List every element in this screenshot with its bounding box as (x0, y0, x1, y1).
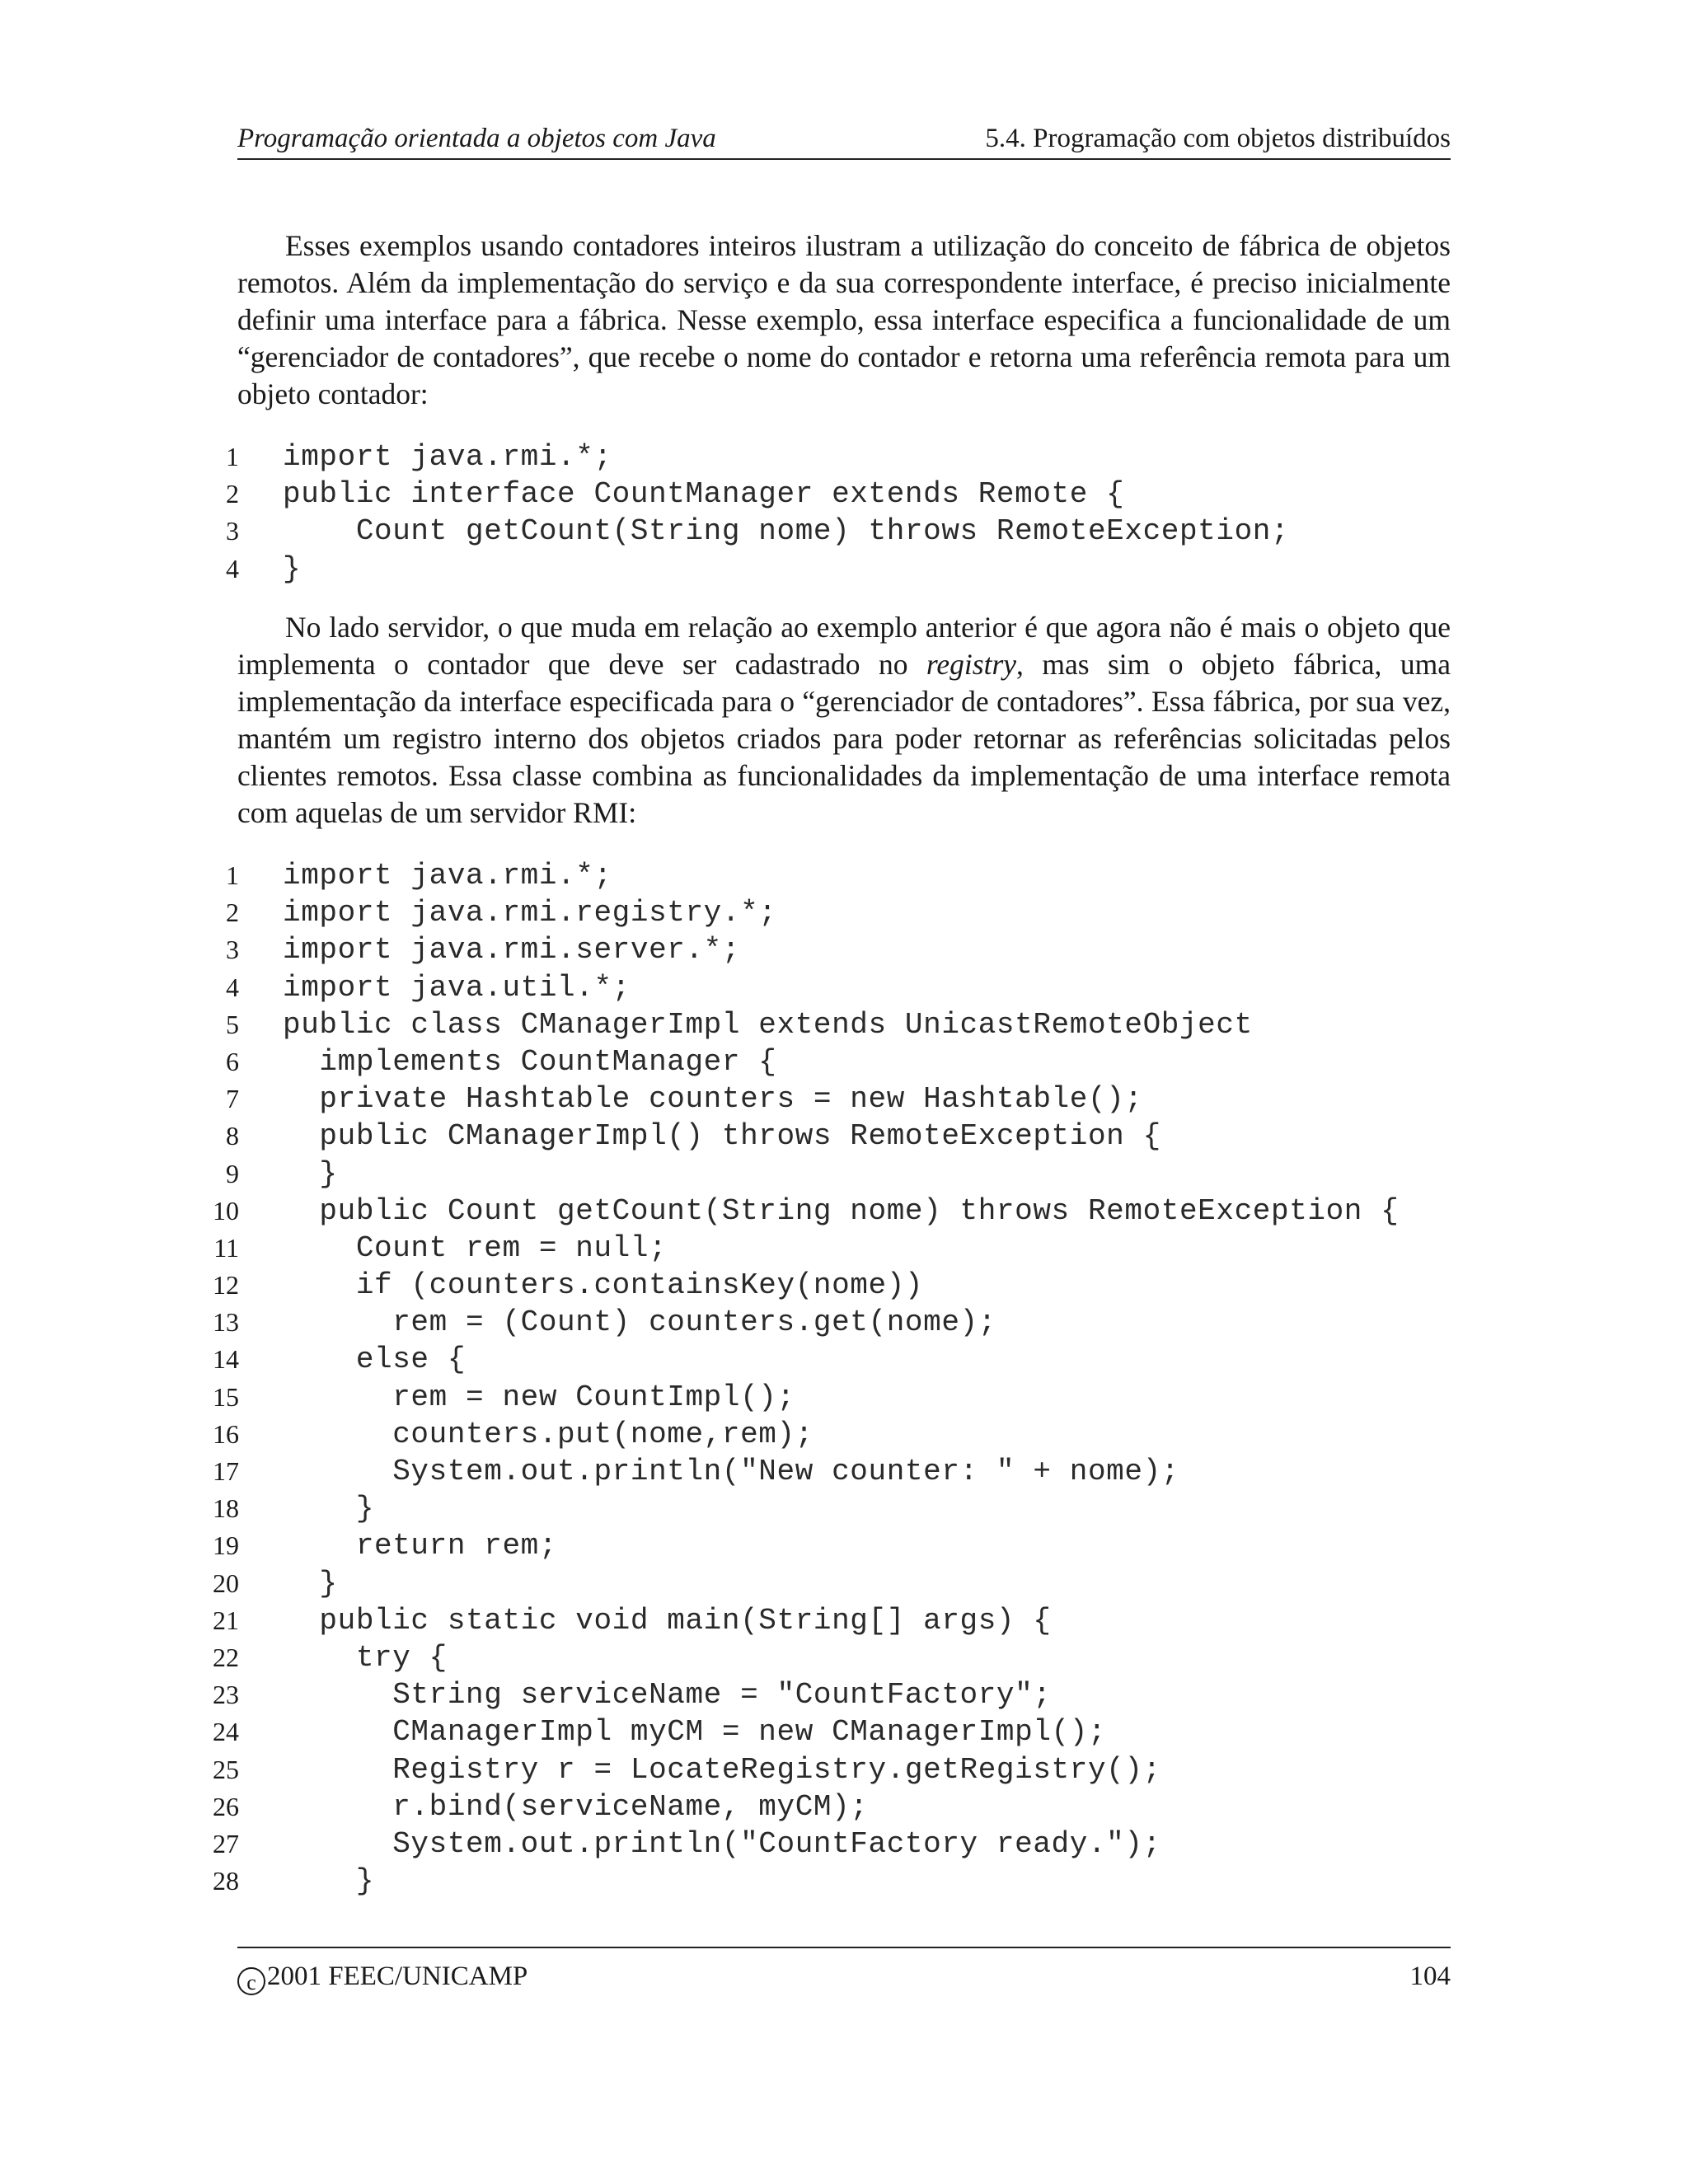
emphasis-registry: registry (926, 648, 1017, 681)
line-number: 1 (226, 860, 239, 890)
code-line (206, 1193, 1492, 1230)
code-line (206, 1751, 1492, 1788)
copyright-icon: c (237, 1967, 265, 1995)
line-number: 18 (213, 1493, 239, 1524)
line-number: 23 (213, 1680, 239, 1710)
line-number: 8 (226, 1121, 239, 1151)
code-text: import java.rmi.registry.*; (283, 896, 777, 930)
code-text: public class CManagerImpl extends UnicastRemoteObject (283, 1007, 1253, 1042)
line-number: 24 (213, 1717, 239, 1747)
code-text: CManagerImpl myCM = new CManagerImpl(); (283, 1715, 1107, 1750)
code-text: r.bind(serviceName, myCM); (283, 1789, 869, 1824)
code-line (206, 438, 1492, 476)
code-line (206, 1788, 1492, 1825)
line-number: 11 (213, 1232, 239, 1263)
code-text: counters.put(nome,rem); (283, 1417, 814, 1451)
line-number: 4 (226, 553, 239, 583)
line-number: 20 (213, 1568, 239, 1598)
code-line (206, 1490, 1492, 1527)
code-line (206, 1267, 1492, 1304)
code-text: } (283, 1864, 375, 1899)
code-text: public static void main(String[] args) { (283, 1603, 1052, 1638)
line-number: 15 (213, 1381, 239, 1412)
line-number: 5 (226, 1009, 239, 1039)
code-text: return rem; (283, 1529, 558, 1563)
code-line (206, 513, 1492, 550)
code-line (206, 1565, 1492, 1602)
code-text: Count rem = null; (283, 1230, 668, 1265)
code-listing-countmanager (206, 438, 1492, 588)
copyright (237, 1960, 528, 1995)
code-text: import java.rmi.server.*; (283, 933, 741, 968)
line-number: 16 (213, 1418, 239, 1449)
code-text: import java.rmi.*; (283, 859, 612, 893)
line-number: 12 (213, 1270, 239, 1301)
code-text: import java.util.*; (283, 970, 631, 1005)
code-text: Count getCount(String nome) throws RemoteException; (283, 514, 1290, 549)
code-line (206, 1676, 1492, 1713)
code-line (206, 1341, 1492, 1378)
line-number: 21 (213, 1605, 239, 1635)
line-number: 22 (213, 1642, 239, 1672)
code-text: else { (283, 1343, 467, 1377)
line-number: 26 (213, 1791, 239, 1821)
code-line (206, 1230, 1492, 1267)
line-number: 9 (226, 1158, 239, 1188)
code-line (206, 1304, 1492, 1341)
code-text: } (283, 551, 302, 586)
code-line (206, 1006, 1492, 1043)
line-number: 4 (226, 972, 239, 1002)
code-line (206, 894, 1492, 931)
code-text: public Count getCount(String nome) throws RemoteException { (283, 1193, 1400, 1228)
code-line (206, 476, 1492, 513)
code-text: Registry r = LocateRegistry.getRegistry(); (283, 1752, 1161, 1787)
code-line (206, 1155, 1492, 1193)
paragraph-server-side (237, 609, 1451, 832)
line-number: 17 (213, 1456, 239, 1486)
code-text: rem = (Count) counters.get(nome); (283, 1305, 996, 1340)
page-footer (237, 1947, 1451, 1999)
line-number: 25 (213, 1754, 239, 1784)
line-number: 3 (226, 935, 239, 965)
line-number: 19 (213, 1530, 239, 1561)
code-line (206, 1863, 1492, 1900)
code-line (206, 1416, 1492, 1453)
code-text: if (counters.containsKey(nome)) (283, 1268, 924, 1303)
code-line (206, 1080, 1492, 1118)
code-line (206, 1043, 1492, 1080)
line-number: 28 (213, 1866, 239, 1896)
section-title: 5.4. Programação com objetos distribuídos (985, 124, 1451, 153)
code-line (206, 1602, 1492, 1639)
code-line (206, 857, 1492, 894)
line-number: 7 (226, 1084, 239, 1114)
line-number: 27 (213, 1828, 239, 1858)
code-line (206, 1118, 1492, 1155)
line-number: 2 (226, 479, 239, 509)
line-number: 10 (213, 1195, 239, 1226)
page-number: 104 (1409, 1961, 1451, 1991)
code-text: implements CountManager { (283, 1044, 777, 1079)
code-line (206, 1713, 1492, 1750)
code-line (206, 1527, 1492, 1564)
copyright-text: 2001 FEEC/UNICAMP (267, 1961, 528, 1991)
code-line (206, 1825, 1492, 1863)
running-header (237, 119, 1451, 160)
code-text: System.out.println("CountFactory ready."); (283, 1826, 1161, 1861)
paragraph-text-start: No lado servidor, o que muda em relação ao exemplo anterior é que agora não é mais o objeto que implementa o contador que deve ser cadastrado no (237, 611, 1451, 681)
code-text: try { (283, 1640, 448, 1675)
book-title: Programação orientada a objetos com Java (237, 124, 716, 153)
code-text: String serviceName = "CountFactory"; (283, 1678, 1052, 1713)
line-number: 13 (213, 1307, 239, 1338)
code-line (206, 1379, 1492, 1416)
line-number: 6 (226, 1046, 239, 1076)
code-line (206, 931, 1492, 968)
code-text: public CManagerImpl() throws RemoteException { (283, 1119, 1161, 1154)
paragraph-intro: Esses exemplos usando contadores inteiros ilustram a utilização do conceito de fábrica de objetos remotos. Além da implementação do serviço e da sua correspondente interface, é preciso inicialmente definir uma interface para a fábrica. Nesse exemplo, essa interface especifica a funcionalidade de um “gerenciador de contadores”, que recebe o nome do contador e retorna uma referência remota para um objeto contador: (237, 229, 1451, 410)
line-number: 14 (213, 1344, 239, 1375)
code-line (206, 1453, 1492, 1490)
paragraph-text-end: , mas sim o objeto fábrica, uma implementação da interface especificada para o “gerenciador de contadores”. Essa fábrica, por sua vez, mantém um registro interno dos objetos criados para poder retornar as referências solicitadas pelos clientes remotos. Essa classe combina as funcionalidades da implementação de uma interface remota com aquelas de um servidor RMI: (237, 648, 1451, 829)
code-text: rem = new CountImpl(); (283, 1380, 795, 1414)
line-number: 2 (226, 898, 239, 928)
code-text: } (283, 1492, 375, 1526)
line-number: 3 (226, 516, 239, 546)
code-text: System.out.println("New counter: " + nome); (283, 1455, 1179, 1488)
code-line (206, 1639, 1492, 1676)
code-line (206, 969, 1492, 1006)
code-text: import java.rmi.*; (283, 440, 612, 474)
code-line (206, 551, 1492, 588)
line-number: 1 (226, 442, 239, 471)
code-listing-cmanagerimpl (206, 857, 1492, 1900)
code-text: } (283, 1566, 338, 1601)
code-text: public interface CountManager extends Remote { (283, 477, 1125, 512)
code-text: } (283, 1156, 338, 1191)
code-text: private Hashtable counters = new Hashtable(); (283, 1082, 1143, 1117)
